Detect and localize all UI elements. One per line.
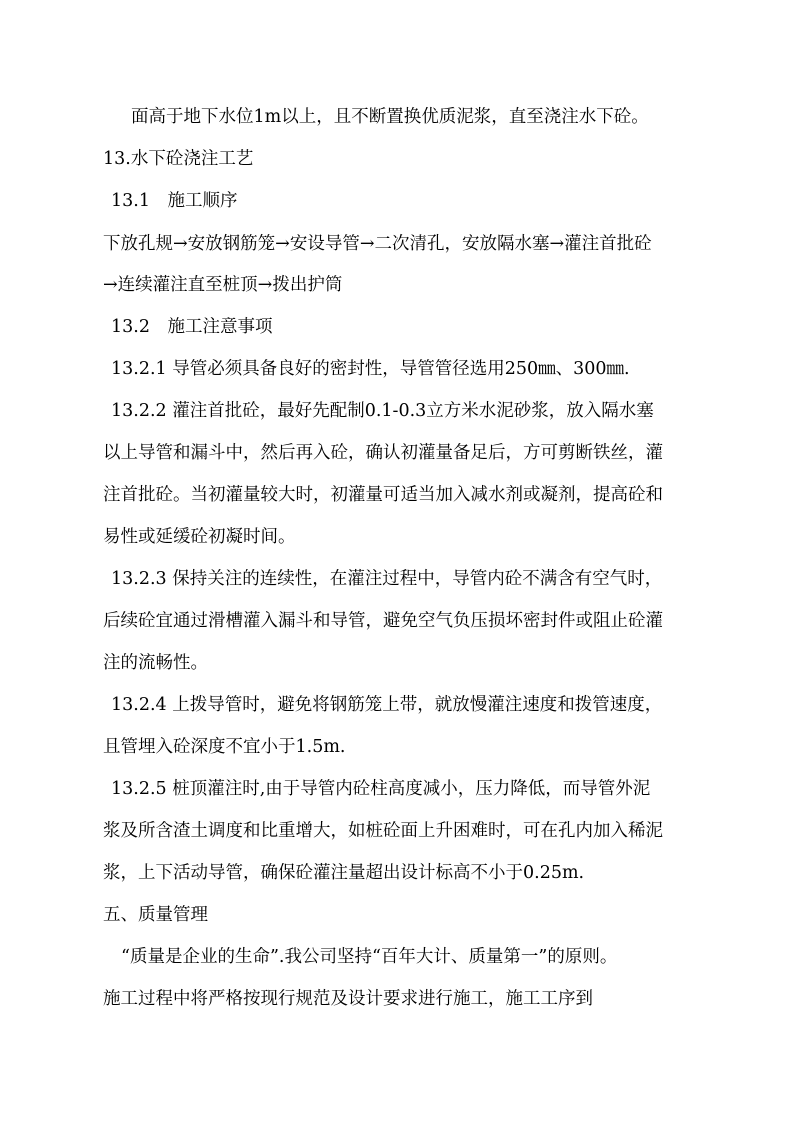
paragraph-line: 13.2.3 保持关注的连续性，在灌注过程中，导管内砼不满含有空气时，: [111, 569, 663, 589]
paragraph-line: 浆及所含渣土调度和比重增大，如桩砼面上升困难时，可在孔内加入稀泥: [103, 821, 663, 841]
paragraph-line: 且管埋入砼深度不宜小于1.5m.: [103, 737, 346, 757]
paragraph-line: 注的流畅性。: [103, 653, 208, 673]
paragraph-line: →连续灌注直至桩顶→拨出护筒: [103, 275, 343, 295]
paragraph-line: 13.2.5 桩顶灌注时,由于导管内砼柱高度减小，压力降低，而导管外泥: [111, 779, 651, 799]
section-heading: 五、质量管理: [103, 905, 208, 925]
paragraph-line: 13.2.1 导管必须具备良好的密封性，导管管径选用250㎜、300㎜.: [111, 359, 630, 379]
paragraph-line: 13.2.2 灌注首批砼，最好先配制0.1-0.3立方米水泥砂浆，放入隔水塞: [111, 401, 654, 421]
paragraph-line: 浆，上下活动导管，确保砼灌注量超出设计标高不小于0.25m.: [103, 863, 585, 883]
paragraph-line: 以上导管和漏斗中，然后再入砼，确认初灌量备足后，方可剪断铁丝，灌: [103, 443, 663, 463]
subsection-heading: 13.1 施工顺序: [111, 191, 238, 211]
section-heading: 13.水下砼浇注工艺: [103, 149, 254, 169]
paragraph-line: 面高于地下水位1m以上，且不断置换优质泥浆，直至浇注水下砼。: [131, 107, 649, 127]
paragraph-line: 易性或延缓砼初凝时间。: [103, 527, 296, 547]
subsection-heading: 13.2 施工注意事项: [111, 317, 273, 337]
paragraph-line: 13.2.4 上拨导管时，避免将钢筋笼上带，就放慢灌注速度和拨管速度，: [111, 695, 663, 715]
paragraph-line: 后续砼宜通过滑槽灌入漏斗和导管，避免空气负压损坏密封件或阻止砼灌: [103, 611, 663, 631]
paragraph-line: 施工过程中将严格按现行规范及设计要求进行施工，施工工序到: [103, 989, 593, 1009]
paragraph-line: 注首批砼。当初灌量较大时，初灌量可适当加入减水剂或凝剂，提高砼和: [103, 485, 663, 505]
paragraph-line: “质量是企业的生命”.我公司坚持“百年大计、质量第一”的原则。: [121, 947, 618, 967]
paragraph-line: 下放孔规→安放钢筋笼→安设导管→二次清孔，安放隔水塞→灌注首批砼: [103, 234, 652, 254]
